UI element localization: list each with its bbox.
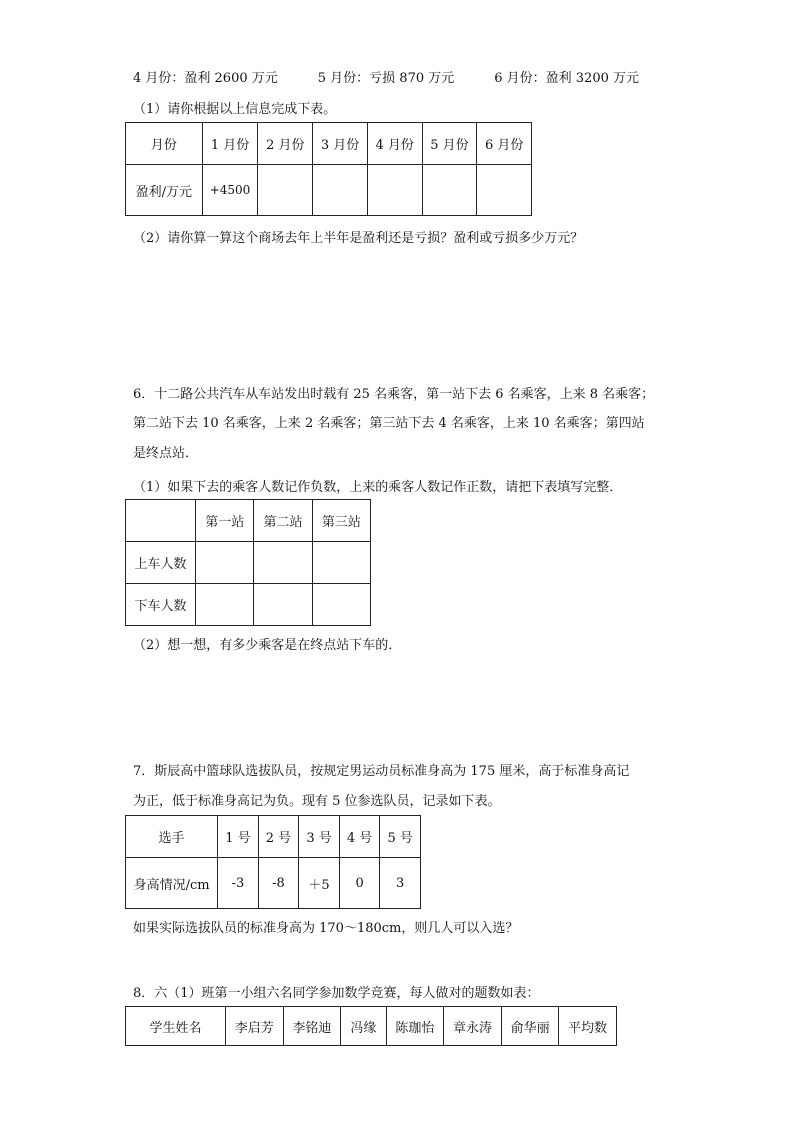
q7-td-0: 身高情况/cm — [126, 858, 218, 909]
q5-td-2[interactable] — [258, 165, 313, 216]
q6-table-row-alighting — [126, 584, 371, 626]
q6-table — [125, 499, 371, 626]
q6-part1: （1）如果下去的乘客人数记作负数，上来的乘客人数记作正数，请把下表填写完整． — [133, 480, 623, 495]
q8-th-1: 李启芳 — [226, 1007, 284, 1046]
q7-table-row — [126, 858, 421, 909]
q5-td-3[interactable] — [313, 165, 368, 216]
q7-th-2: 2 号 — [258, 816, 299, 858]
q8-table — [125, 1006, 617, 1046]
q5-th-3: 3 月份 — [313, 123, 368, 165]
q7-line1: 7．斯辰高中篮球队选拔队员，按规定男运动员标准身高为 175 厘米，高于标准身高记 — [133, 764, 630, 779]
q8-th-6: 俞华丽 — [501, 1007, 559, 1046]
q6-line1: 6．十二路公共汽车从车站发出时载有 25 名乘客，第一站下去 6 名乘客，上来 8 名乘客； — [133, 387, 655, 402]
q6-table-row-boarding — [126, 542, 371, 584]
q6-table-header — [126, 500, 371, 542]
q6-th-1: 第一站 — [196, 500, 254, 542]
q6-r0-c3[interactable] — [312, 542, 370, 584]
q6-r0-c0: 上车人数 — [126, 542, 196, 584]
q5-may: 5 月份：亏损 870 万元 — [317, 71, 455, 86]
q8-table-header — [126, 1007, 617, 1046]
q7-td-3: ＋5 — [299, 858, 340, 909]
q7-question: 如果实际选拔队员的标准身高为 170～180cm，则几人可以入选？ — [133, 921, 519, 936]
q7-line2: 为正，低于标准身高记为负。现有 5 位参选队员，记录如下表。 — [133, 794, 501, 809]
q7-td-4: 0 — [339, 858, 380, 909]
q8-th-0: 学生姓名 — [126, 1007, 226, 1046]
q8-th-2: 李铭迪 — [283, 1007, 341, 1046]
q5-td-0: 盈利/万元 — [126, 165, 203, 216]
q7-th-3: 3 号 — [299, 816, 340, 858]
q7-th-0: 选手 — [126, 816, 218, 858]
q5-td-4[interactable] — [367, 165, 422, 216]
q6-line3: 是终点站． — [133, 446, 199, 461]
q8-th-3: 冯缘 — [341, 1007, 386, 1046]
q6-th-0 — [126, 500, 196, 542]
q8-th-7: 平均数 — [559, 1007, 617, 1046]
q5-th-1: 1 月份 — [202, 123, 258, 165]
q8-th-4: 陈珈怡 — [386, 1007, 444, 1046]
q5-june: 6 月份：盈利 3200 万元 — [494, 71, 640, 86]
q5-table — [125, 122, 532, 216]
q5-table-row — [126, 165, 532, 216]
q7-td-5: 3 — [380, 858, 421, 909]
q7-th-4: 4 号 — [339, 816, 380, 858]
q5-th-5: 5 月份 — [422, 123, 477, 165]
q7-td-2: -8 — [258, 858, 299, 909]
q7-table — [125, 815, 421, 909]
q6-r1-c0: 下车人数 — [126, 584, 196, 626]
q7-th-5: 5 号 — [380, 816, 421, 858]
q6-r1-c3[interactable] — [312, 584, 370, 626]
q5-table-header — [126, 123, 532, 165]
q5-td-5[interactable] — [422, 165, 477, 216]
q5-th-6: 6 月份 — [477, 123, 532, 165]
q7-td-1: -3 — [218, 858, 259, 909]
q8-th-5: 章永涛 — [444, 1007, 502, 1046]
q6-r0-c1[interactable] — [196, 542, 254, 584]
q6-part2: （2）想一想，有多少乘客是在终点站下车的． — [133, 638, 402, 653]
q6-r1-c1[interactable] — [196, 584, 254, 626]
q5-td-1: +4500 — [202, 165, 258, 216]
q5-th-4: 4 月份 — [367, 123, 422, 165]
q6-line2: 第二站下去 10 名乘客，上来 2 名乘客；第三站下去 4 名乘客，上来 10 名乘客；第四站 — [133, 416, 645, 431]
q7-th-1: 1 号 — [218, 816, 259, 858]
q5-part1: （1）请你根据以上信息完成下表。 — [133, 102, 337, 117]
q6-th-3: 第三站 — [312, 500, 370, 542]
q5-april: 4 月份：盈利 2600 万元 — [133, 71, 278, 86]
q5-th-0: 月份 — [126, 123, 203, 165]
q6-r0-c2[interactable] — [254, 542, 312, 584]
q7-table-header — [126, 816, 421, 858]
q5-profit-line — [133, 67, 639, 86]
q5-part2: （2）请你算一算这个商场去年上半年是盈利还是亏损？盈利或亏损多少万元？ — [133, 231, 584, 246]
q5-td-6[interactable] — [477, 165, 532, 216]
q6-th-2: 第二站 — [254, 500, 312, 542]
q5-th-2: 2 月份 — [258, 123, 313, 165]
q6-r1-c2[interactable] — [254, 584, 312, 626]
q8-line1: 8．六（1）班第一小组六名同学参加数学竞赛，每人做对的题数如表： — [133, 986, 540, 1001]
